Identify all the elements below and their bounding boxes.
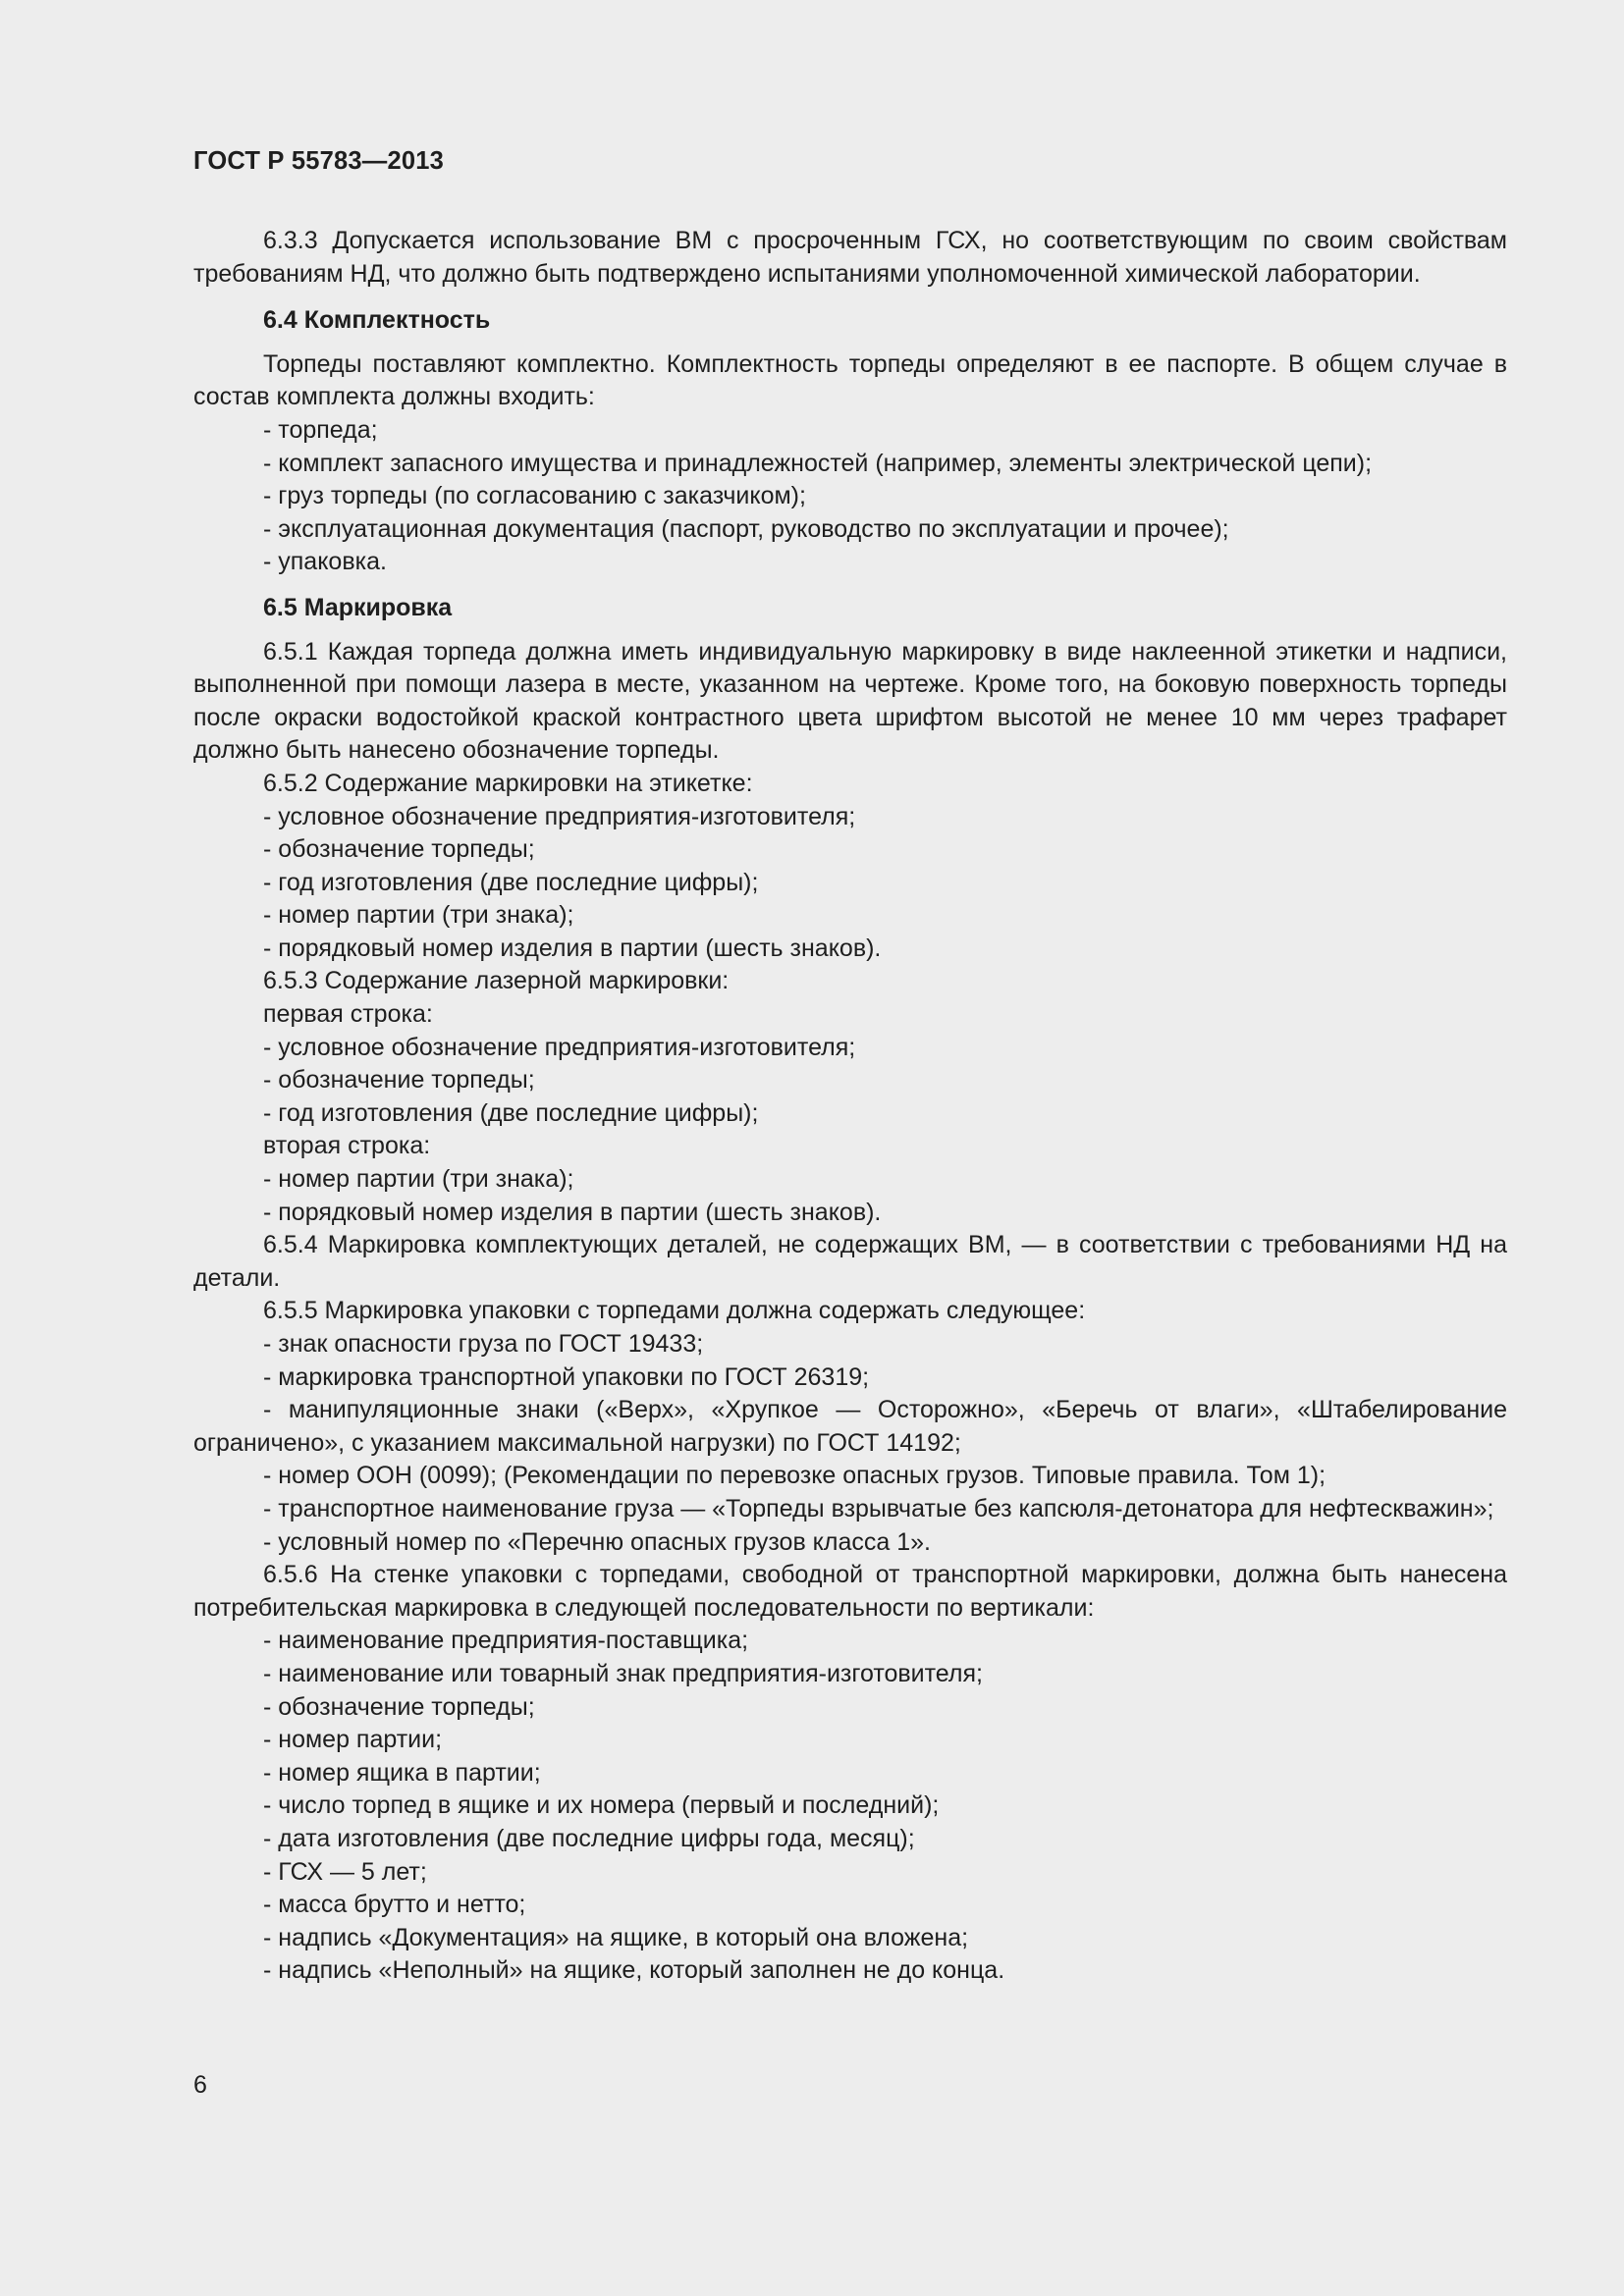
- list-item: - маркировка транспортной упаковки по ГОСТ 26319;: [263, 1362, 870, 1391]
- list-item: - порядковый номер изделия в партии (шесть знаков).: [263, 1198, 882, 1226]
- list-item: - надпись «Неполный» на ящике, который заполнен не до конца.: [263, 1956, 1005, 1985]
- list-item: - наименование предприятия-поставщика;: [263, 1627, 749, 1655]
- document-header: ГОСТ Р 55783—2013: [193, 147, 445, 175]
- list-item: - год изготовления (две последние цифры);: [263, 868, 759, 896]
- list-item: - эксплуатационная документация (паспорт, руководство по эксплуатации и прочее);: [263, 514, 1229, 543]
- list-item: - надпись «Документация» на ящике, в который она вложена;: [263, 1923, 969, 1951]
- list-item: - номер партии;: [263, 1726, 443, 1754]
- list-item: - транспортное наименование груза — «Торпеды взрывчатые без капсюля-детонатора для нефтескважин»;: [263, 1494, 1494, 1522]
- list-item: - номер партии (три знака);: [263, 1165, 574, 1194]
- list-item: - условное обозначение предприятия-изготовителя;: [263, 802, 856, 830]
- paragraph-6-5-2: 6.5.2 Содержание маркировки на этикетке:: [263, 769, 753, 797]
- paragraph-6-5-5: 6.5.5 Маркировка упаковки с торпедами должна содержать следующее:: [263, 1297, 1086, 1325]
- paragraph-6-5-1: 6.5.1 Каждая торпеда должна иметь индивидуальную маркировку в виде наклеенной этикетки и надписи, выполненной при помощи лазера в месте, указанном на чертеже. Кроме того, на боковую поверхность торпеды после окраски водостойкой краской контрастного цвета шрифтом высотой не менее 10 мм через трафарет должно быть нанесено обозначение торпеды.: [193, 637, 1507, 765]
- list-item: - номер партии (три знака);: [263, 901, 574, 930]
- list-item: - год изготовления (две последние цифры);: [263, 1098, 759, 1127]
- list-item: - ГСХ — 5 лет;: [263, 1857, 427, 1886]
- list-item: - условное обозначение предприятия-изготовителя;: [263, 1033, 856, 1061]
- list-item: - обозначение торпеды;: [263, 835, 535, 864]
- list-item: - число торпед в ящике и их номера (первый и последний);: [263, 1791, 940, 1820]
- list-item: - дата изготовления (две последние цифры года, месяц);: [263, 1824, 915, 1852]
- paragraph-6-5-3: 6.5.3 Содержание лазерной маркировки:: [263, 967, 730, 995]
- list-item: - номер ООН (0099); (Рекомендации по перевозке опасных грузов. Типовые правила. Том 1);: [263, 1462, 1326, 1490]
- document-body: [193, 225, 1507, 1988]
- list-item: - груз торпеды (по согласованию с заказчиком);: [263, 482, 806, 510]
- list-item: - масса брутто и нетто;: [263, 1891, 526, 1919]
- list-item: - номер ящика в партии;: [263, 1758, 541, 1787]
- list-item: - комплект запасного имущества и принадлежностей (например, элементы электрической цепи);: [263, 449, 1373, 477]
- page-number: 6: [193, 2071, 207, 2099]
- list-item: - упаковка.: [263, 548, 387, 576]
- list-item: - торпеда;: [263, 415, 378, 444]
- paragraph-6-4-intro: Торпеды поставляют комплектно. Комплектность торпеды определяют в ее паспорте. В общем случае в состав комплекта должны входить:: [193, 349, 1507, 411]
- list-item: - знак опасности груза по ГОСТ 19433;: [263, 1330, 704, 1358]
- paragraph-6-3-3: 6.3.3 Допускается использование ВМ с просроченным ГСХ, но соответствующим по своим свойствам требованиям НД, что должно быть подтверждено испытаниями уполномоченной химической лаборатории.: [193, 227, 1507, 288]
- list-item: - манипуляционные знаки («Верх», «Хрупкое — Осторожно», «Беречь от влаги», «Штабелирование ограничено», с указанием максимальной нагрузки) по ГОСТ 14192;: [193, 1396, 1507, 1457]
- section-heading-6-4: 6.4 Комплектность: [263, 306, 491, 335]
- paragraph-6-5-4: 6.5.4 Маркировка комплектующих деталей, не содержащих ВМ, — в соответствии с требованиями НД на детали.: [193, 1231, 1507, 1292]
- paragraph-6-5-6: 6.5.6 На стенке упаковки с торпедами, свободной от транспортной маркировки, должна быть нанесена потребительская маркировка в следующей последовательности по вертикали:: [193, 1561, 1507, 1622]
- list-item: - условный номер по «Перечню опасных грузов класса 1».: [263, 1527, 931, 1556]
- list-item: - порядковый номер изделия в партии (шесть знаков).: [263, 934, 882, 962]
- list-item: - обозначение торпеды;: [263, 1066, 535, 1095]
- list-item: - обозначение торпеды;: [263, 1692, 535, 1721]
- second-line-label: вторая строка:: [263, 1132, 431, 1160]
- first-line-label: первая строка:: [263, 1000, 433, 1029]
- list-item: - наименование или товарный знак предприятия-изготовителя;: [263, 1659, 983, 1687]
- section-heading-6-5: 6.5 Маркировка: [263, 593, 453, 621]
